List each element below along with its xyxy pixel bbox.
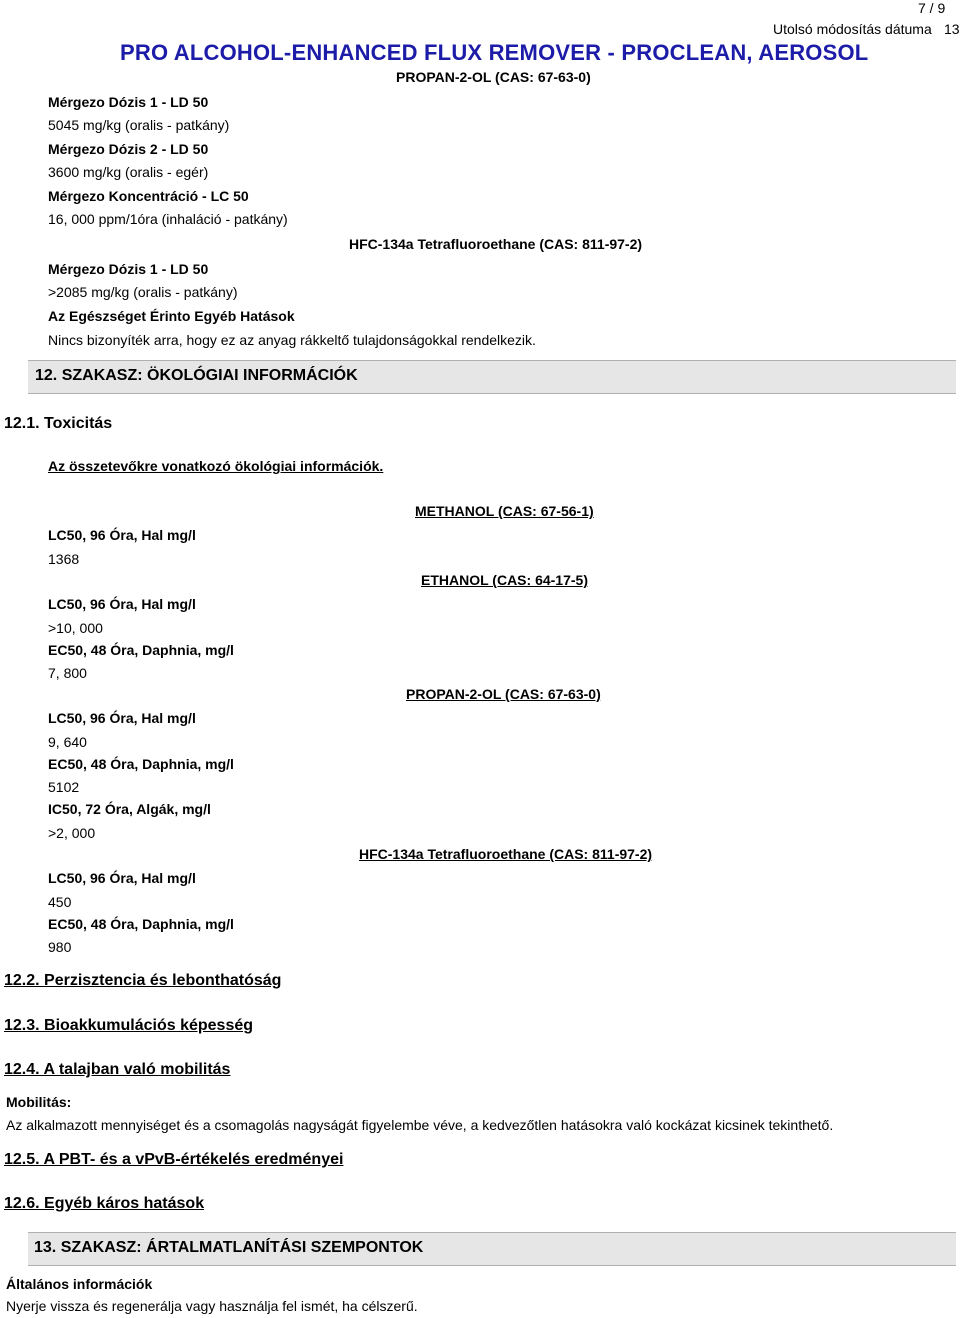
- eco-label: IC50, 72 Óra, Algák, mg/l: [48, 801, 211, 817]
- hfc-heading: HFC-134a Tetrafluoroethane (CAS: 811-97-2): [349, 236, 643, 252]
- tox-label: Mérgezo Dózis 2 - LD 50: [48, 141, 209, 157]
- other-effects-eco-heading: 12.6. Egyéb káros hatások: [4, 1195, 205, 1212]
- section-13-header: [28, 1232, 956, 1266]
- eco-value: >10, 000: [48, 620, 103, 636]
- hfc-eco-heading: HFC-134a Tetrafluoroethane (CAS: 811-97-2): [359, 846, 653, 862]
- general-info-label: Általános információk: [6, 1276, 153, 1292]
- tox-value: >2085 mg/kg (oralis - patkány): [48, 284, 238, 300]
- section-12-header: [28, 360, 956, 394]
- tox-value: 5045 mg/kg (oralis - patkány): [48, 117, 230, 133]
- tox-value: 3600 mg/kg (oralis - egér): [48, 164, 209, 180]
- eco-value: 980: [48, 939, 72, 955]
- eco-label: EC50, 48 Óra, Daphnia, mg/l: [48, 916, 234, 932]
- section-13-title: 13. SZAKASZ: ÁRTALMATLANÍTÁSI SZEMPONTOK: [34, 1239, 424, 1256]
- eco-label: EC50, 48 Óra, Daphnia, mg/l: [48, 642, 234, 658]
- mobility-heading: 12.4. A talajban való mobilitás: [4, 1061, 231, 1078]
- eco-label: LC50, 96 Óra, Hal mg/l: [48, 870, 196, 886]
- eco-label: EC50, 48 Óra, Daphnia, mg/l: [48, 756, 234, 772]
- eco-value: 7, 800: [48, 665, 87, 681]
- components-heading: Az összetevőkre vonatkozó ökológiai információk.: [48, 458, 384, 474]
- propan-heading: PROPAN-2-OL (CAS: 67-63-0): [396, 69, 591, 85]
- eco-value: 450: [48, 894, 72, 910]
- tox-value: 16, 000 ppm/1óra (inhaláció - patkány): [48, 211, 288, 227]
- product-title: PRO ALCOHOL-ENHANCED FLUX REMOVER - PROCLEAN, AEROSOL: [120, 40, 869, 65]
- tox-label: Mérgezo Koncentráció - LC 50: [48, 188, 249, 204]
- general-info-text: Nyerje vissza és regenerálja vagy használja fel ismét, ha célszerű.: [6, 1298, 418, 1314]
- eco-label: LC50, 96 Óra, Hal mg/l: [48, 596, 196, 612]
- tox-label: Mérgezo Dózis 1 - LD 50: [48, 94, 209, 110]
- mobility-text: Az alkalmazott mennyiséget és a csomagolás nagyságát figyelembe véve, a kedvezőtlen hatásokra való kockázat kicsinek tekinthető.: [6, 1117, 834, 1133]
- eco-value: 1368: [48, 551, 80, 567]
- page-number: 7 / 9: [918, 0, 946, 16]
- section-12-title: 12. SZAKASZ: ÖKOLÓGIAI INFORMÁCIÓK: [35, 367, 358, 384]
- tox-label: Mérgezo Dózis 1 - LD 50: [48, 261, 209, 277]
- other-effects-heading: Az Egészséget Érinto Egyéb Hatások: [48, 308, 295, 324]
- persistence-heading: 12.2. Perzisztencia és lebonthatóság: [4, 972, 282, 989]
- pbt-heading: 12.5. A PBT- és a vPvB-értékelés eredményei: [4, 1151, 344, 1168]
- toxicity-heading: 12.1. Toxicitás: [4, 415, 113, 432]
- other-effects-text: Nincs bizonyíték arra, hogy ez az anyag rákkeltő tulajdonságokkal rendelkezik.: [48, 332, 536, 348]
- modified-label: Utolsó módosítás dátuma: [773, 21, 932, 37]
- eco-value: 9, 640: [48, 734, 87, 750]
- methanol-heading: METHANOL (CAS: 67-56-1): [415, 503, 594, 519]
- modified-value: 13: [944, 21, 960, 37]
- eco-value: 5102: [48, 779, 80, 795]
- eco-label: LC50, 96 Óra, Hal mg/l: [48, 710, 196, 726]
- ethanol-heading: ETHANOL (CAS: 64-17-5): [421, 572, 588, 588]
- mobility-label: Mobilitás:: [6, 1094, 72, 1110]
- bioaccumulation-heading: 12.3. Bioakkumulációs képesség: [4, 1017, 254, 1034]
- propanol-heading: PROPAN-2-OL (CAS: 67-63-0): [406, 686, 601, 702]
- eco-label: LC50, 96 Óra, Hal mg/l: [48, 527, 196, 543]
- eco-value: >2, 000: [48, 825, 96, 841]
